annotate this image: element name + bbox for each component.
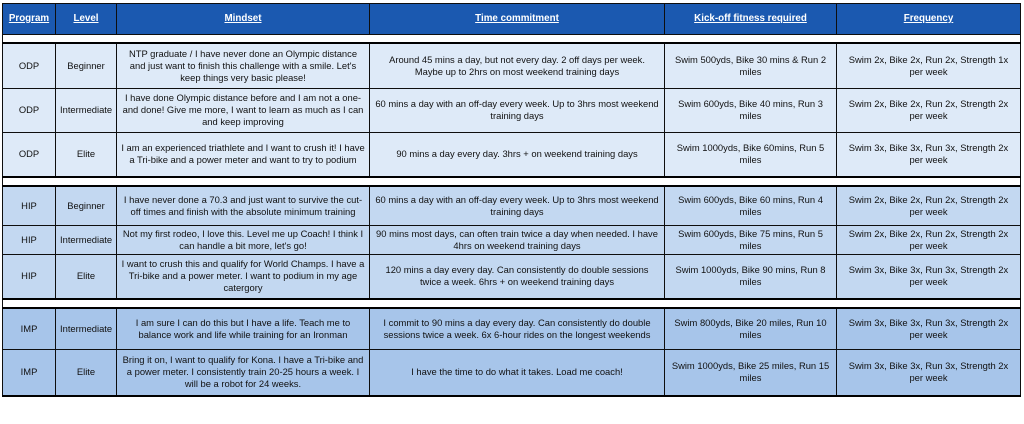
cell-kickoff-fitness: Swim 600yds, Bike 40 mins, Run 3 miles [665,88,837,132]
cell-program: ODP [3,88,56,132]
cell-kickoff-fitness: Swim 1000yds, Bike 90 mins, Run 8 miles [665,254,837,299]
cell-kickoff-fitness: Swim 500yds, Bike 30 mins & Run 2 miles [665,43,837,88]
cell-mindset: Bring it on, I want to qualify for Kona. I have a Tri-bike and a power meter. I consistently train 20-25 hours a week. I will be a robot for 24 weeks. [117,349,370,396]
cell-frequency: Swim 2x, Bike 2x, Run 2x, Strength 2x per week [837,186,1021,225]
cell-mindset: I am sure I can do this but I have a life. Teach me to balance work and life while training for an Ironman [117,308,370,349]
header-time-commitment: Time commitment [370,4,665,35]
cell-time-commitment: Around 45 mins a day, but not every day. 2 off days per week. Maybe up to 2hrs on most weekend training days [370,43,665,88]
cell-kickoff-fitness: Swim 1000yds, Bike 25 miles, Run 15 miles [665,349,837,396]
cell-frequency: Swim 3x, Bike 3x, Run 3x, Strength 2x per week [837,254,1021,299]
cell-mindset: I have never done a 70.3 and just want to survive the cut-off times and finish with the absolute minimum training [117,186,370,225]
cell-kickoff-fitness: Swim 600yds, Bike 75 mins, Run 5 miles [665,225,837,254]
cell-time-commitment: 90 mins a day every day. 3hrs + on weekend training days [370,132,665,177]
cell-program: ODP [3,132,56,177]
cell-program: ODP [3,43,56,88]
cell-level: Elite [56,132,117,177]
cell-program: IMP [3,308,56,349]
cell-level: Elite [56,349,117,396]
spacer-cell [3,177,1021,186]
cell-time-commitment: 120 mins a day every day. Can consistently do double sessions twice a week. 6hrs + on weekend training days [370,254,665,299]
group-spacer [3,299,1021,308]
cell-mindset: I have done Olympic distance before and I am not a one-and done! Give me more, I want to learn as much as I can and keep improving [117,88,370,132]
cell-time-commitment: 60 mins a day with an off-day every week. Up to 3hrs most weekend training days [370,186,665,225]
cell-level: Intermediate [56,88,117,132]
training-programs-table [2,3,1021,397]
cell-kickoff-fitness: Swim 800yds, Bike 20 miles, Run 10 miles [665,308,837,349]
cell-frequency: Swim 2x, Bike 2x, Run 2x, Strength 2x per week [837,88,1021,132]
table-row [3,88,1021,132]
cell-mindset: I am an experienced triathlete and I want to crush it! I have a Tri-bike and a power meter and want to try to podium [117,132,370,177]
table-row [3,43,1021,88]
cell-level: Beginner [56,186,117,225]
cell-time-commitment: I commit to 90 mins a day every day. Can consistently do double sessions twice a week. 6x 6-hour rides on the longest weekends [370,308,665,349]
header-level: Level [56,4,117,35]
cell-frequency: Swim 3x, Bike 3x, Run 3x, Strength 2x per week [837,308,1021,349]
cell-mindset: I want to crush this and qualify for World Champs. I have a Tri-bike and a power meter. I want to podium in my age catergory [117,254,370,299]
cell-program: IMP [3,349,56,396]
cell-frequency: Swim 2x, Bike 2x, Run 2x, Strength 1x per week [837,43,1021,88]
header-kickoff-fitness: Kick-off fitness required [665,4,837,35]
cell-mindset: NTP graduate / I have never done an Olympic distance and just want to finish this challenge with a smile. Let's keep things very basic please! [117,43,370,88]
cell-frequency: Swim 3x, Bike 3x, Run 3x, Strength 2x per week [837,132,1021,177]
table-row [3,225,1021,254]
table-row [3,254,1021,299]
cell-time-commitment: 90 mins most days, can often train twice a day when needed. I have 4hrs on weekend training days [370,225,665,254]
table-row [3,132,1021,177]
cell-frequency: Swim 3x, Bike 3x, Run 3x, Strength 2x per week [837,349,1021,396]
spacer-cell [3,35,1021,44]
table-row [3,349,1021,396]
table-row [3,308,1021,349]
header-row [3,4,1021,35]
cell-level: Elite [56,254,117,299]
table-body [3,35,1021,397]
cell-kickoff-fitness: Swim 600yds, Bike 60 mins, Run 4 miles [665,186,837,225]
spacer-cell [3,299,1021,308]
cell-level: Intermediate [56,308,117,349]
cell-kickoff-fitness: Swim 1000yds, Bike 60mins, Run 5 miles [665,132,837,177]
group-spacer [3,35,1021,44]
header-frequency: Frequency [837,4,1021,35]
cell-mindset: Not my first rodeo, I love this. Level me up Coach! I think I can handle a bit more, let's go! [117,225,370,254]
cell-level: Intermediate [56,225,117,254]
cell-program: HIP [3,254,56,299]
cell-frequency: Swim 2x, Bike 2x, Run 2x, Strength 2x per week [837,225,1021,254]
group-spacer [3,177,1021,186]
cell-time-commitment: I have the time to do what it takes. Load me coach! [370,349,665,396]
cell-program: HIP [3,186,56,225]
table-row [3,186,1021,225]
cell-level: Beginner [56,43,117,88]
cell-time-commitment: 60 mins a day with an off-day every week. Up to 3hrs most weekend training days [370,88,665,132]
cell-program: HIP [3,225,56,254]
header-program: Program [3,4,56,35]
header-mindset: Mindset [117,4,370,35]
